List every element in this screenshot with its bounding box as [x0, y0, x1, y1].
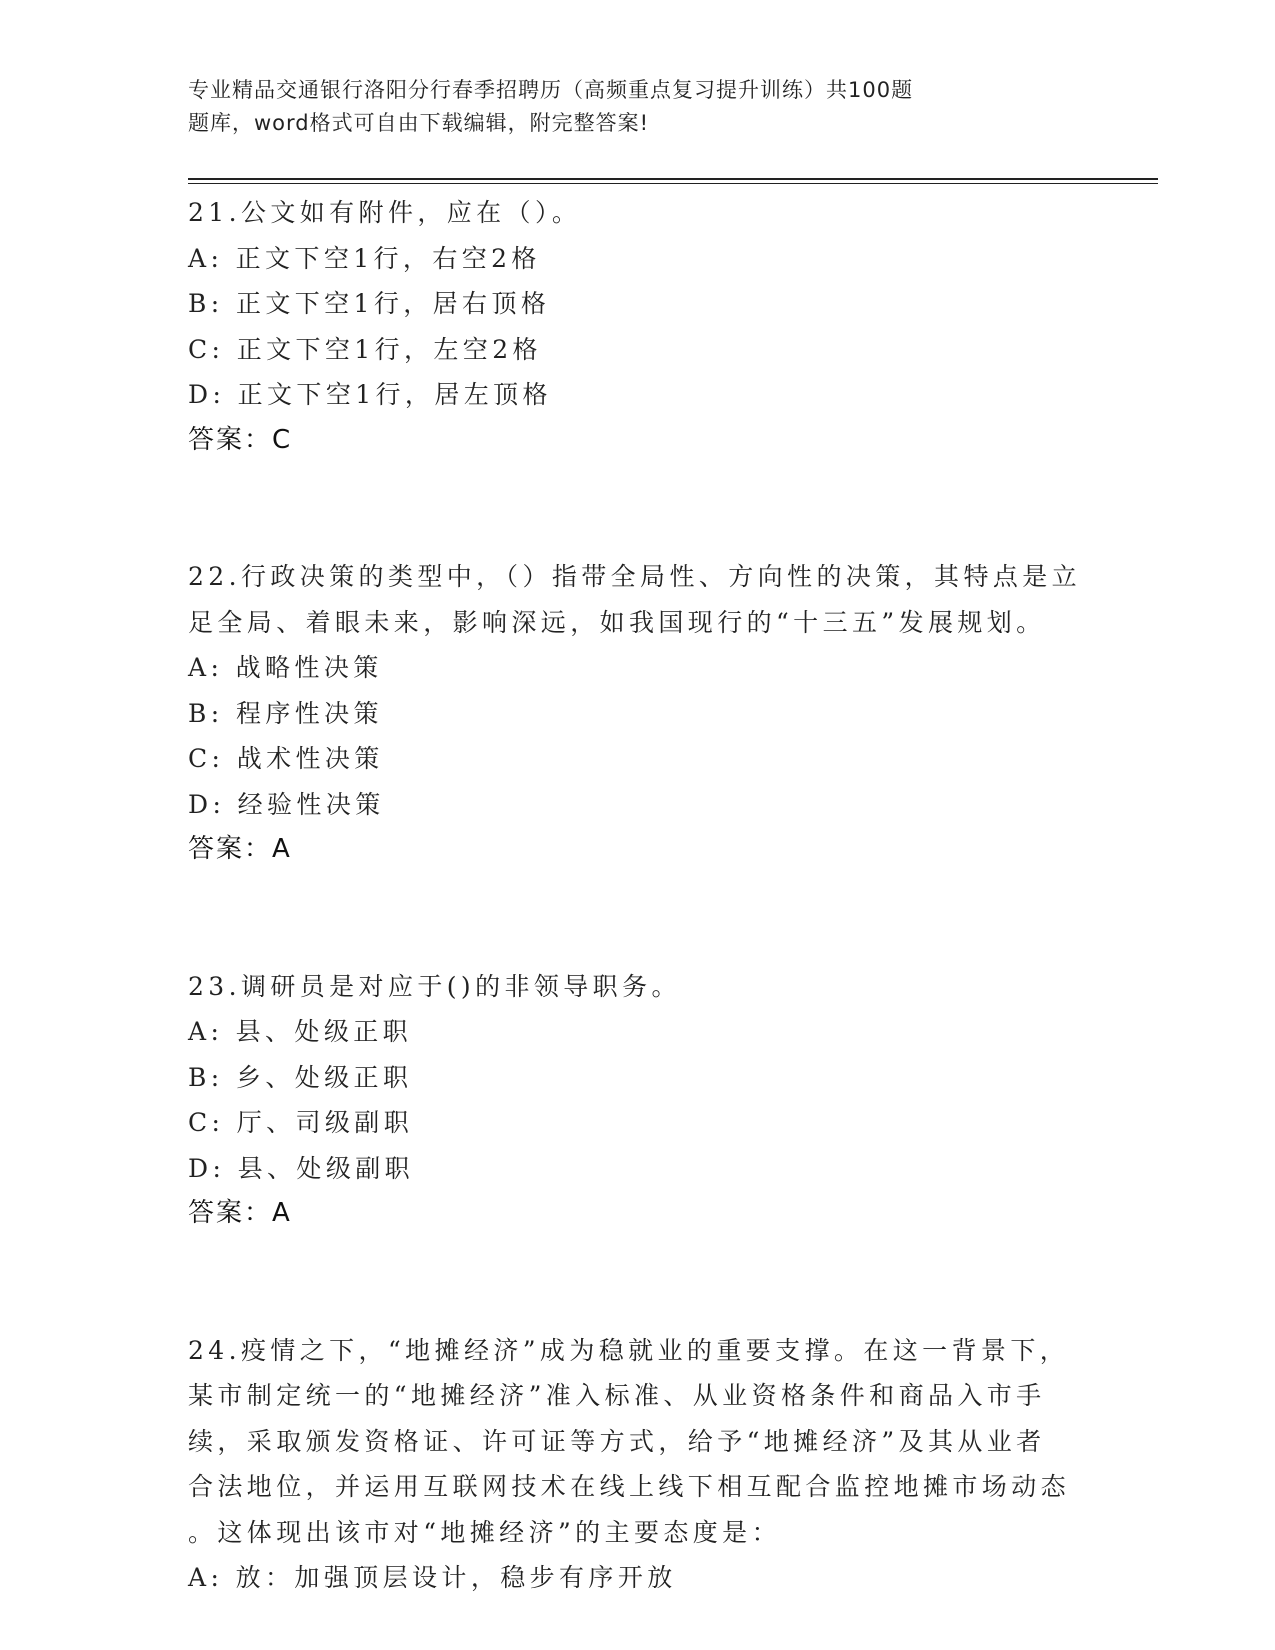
question-text: 合法地位，并运用互联网技术在线上线下相互配合监控地摊市场动态 — [188, 1472, 1071, 1501]
question-text: 足全局、着眼未来，影响深远，如我国现行的“十三五”发展规划。 — [188, 607, 1046, 637]
option-c: C: 战术性决策 — [188, 744, 384, 773]
question-list — [188, 190, 1088, 1601]
answer-text: 答案：A — [188, 1198, 292, 1228]
header-divider-thin — [188, 183, 1158, 184]
question-block-24 — [188, 1328, 1088, 1601]
question-text: 21.公文如有附件，应在（）。 — [188, 198, 582, 227]
option-d: D: 正文下空1行，居左顶格 — [188, 380, 552, 409]
header-line-1: 专业精品交通银行洛阳分行春季招聘历（高频重点复习提升训练）共100题 — [188, 78, 914, 102]
question-text: 23.调研员是对应于()的非领导职务。 — [188, 971, 681, 1001]
header-divider-thick — [188, 178, 1158, 180]
option-d: D: 县、处级副职 — [188, 1153, 415, 1183]
question-block-22 — [188, 554, 1088, 873]
question-text: 。这体现出该市对“地摊经济”的主要态度是： — [188, 1517, 781, 1547]
option-b: B: 正文下空1行，居右顶格 — [188, 289, 551, 318]
option-a: A: 放：加强顶层设计，稳步有序开放 — [188, 1563, 677, 1592]
option-a: A: 战略性决策 — [188, 653, 383, 682]
question-text: 续，采取颁发资格证、许可证等方式，给予“地摊经济”及其从业者 — [188, 1426, 1046, 1456]
header-line-2: 题库，word格式可自由下载编辑，附完整答案! — [188, 111, 650, 135]
answer-text: 答案：C — [188, 424, 293, 455]
option-d: D: 经验性决策 — [188, 789, 385, 819]
option-b: B: 程序性决策 — [188, 698, 383, 728]
option-a: A: 正文下空1行，右空2格 — [188, 243, 541, 273]
question-text: 22.行政决策的类型中，（）指带全局性、方向性的决策，其特点是立 — [188, 562, 1082, 591]
answer-text: 答案：A — [188, 834, 292, 864]
option-c: C: 正文下空1行，左空2格 — [188, 334, 542, 364]
option-b: B: 乡、处级正职 — [188, 1062, 413, 1092]
question-text: 24.疫情之下，“地摊经济”成为稳就业的重要支撑。在这一背景下， — [188, 1335, 1070, 1365]
question-text: 某市制定统一的“地摊经济”准入标准、从业资格条件和商品入市手 — [188, 1381, 1046, 1410]
question-block-23 — [188, 964, 1088, 1237]
document-header — [188, 74, 1088, 140]
option-a: A: 县、处级正职 — [188, 1017, 413, 1046]
question-block-21 — [188, 190, 1088, 463]
option-c: C: 厅、司级副职 — [188, 1108, 414, 1137]
